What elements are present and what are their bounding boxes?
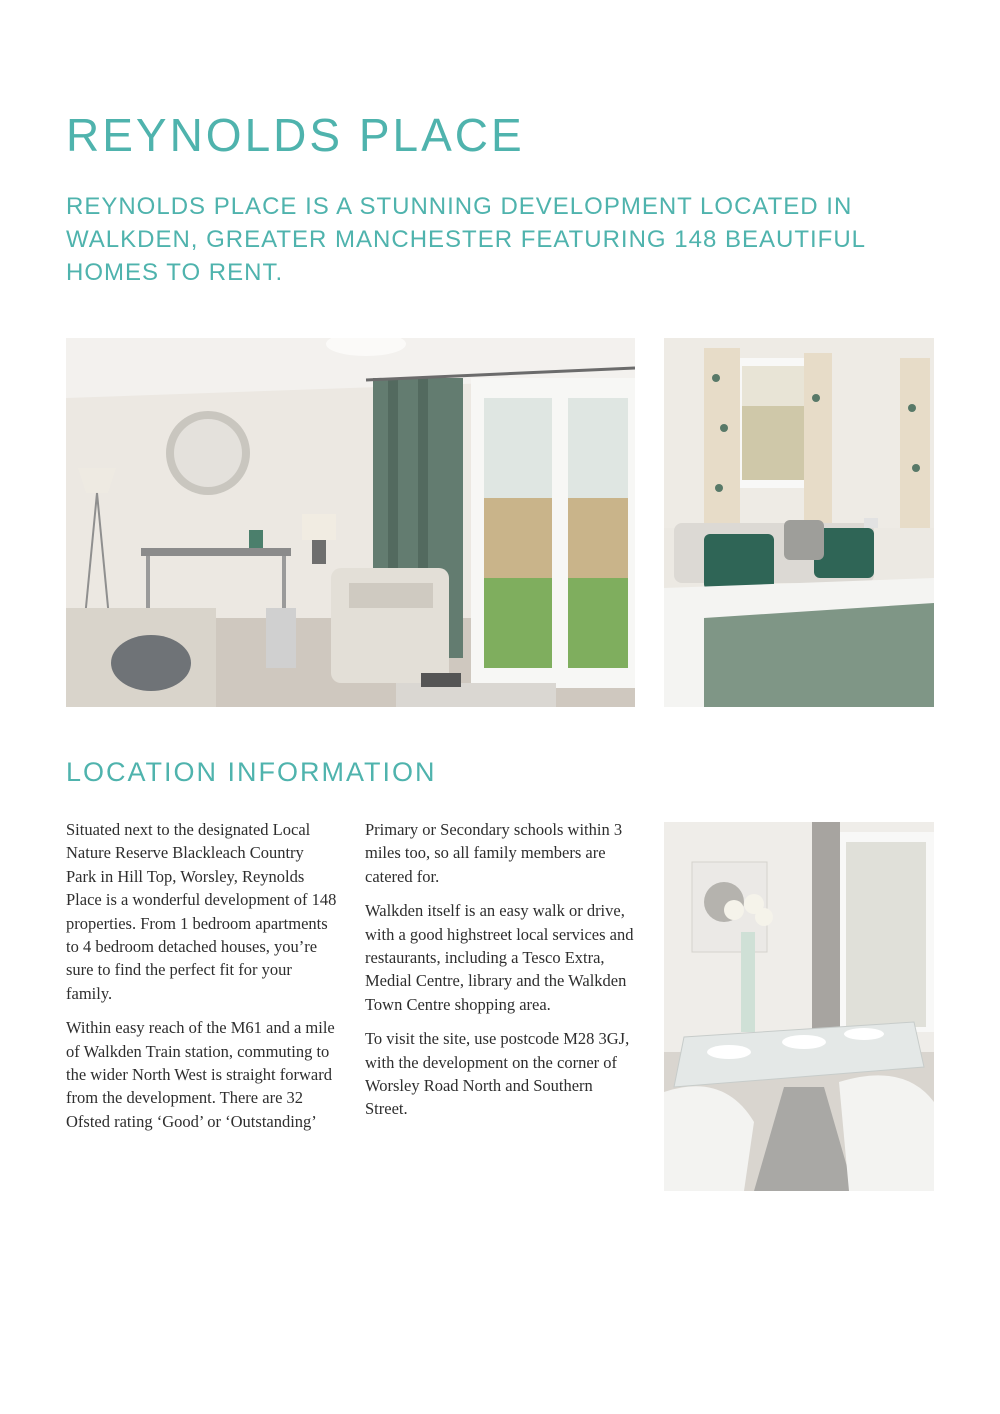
paragraph: Primary or Secondary schools within 3 miles too, so all family members are catered for. (365, 820, 623, 886)
intro-heading: REYNOLDS PLACE IS A STUNNING DEVELOPMENT LOCATED IN WALKDEN, GREATER MANCHESTER FEATURING 148 BEAUTIFUL HOMES TO RENT. (66, 193, 866, 286)
text-column-right (365, 818, 637, 1132)
text-column-left (66, 818, 338, 1144)
paragraph: Within easy reach of the M61 and a mile of Walkden Train station, commuting to the wider North West is straight forward from the development. There are 32 Ofsted rating ‘Good’ or ‘Outstanding’ (66, 1018, 335, 1131)
living-room-photo (66, 338, 635, 707)
bedroom-photo (664, 338, 934, 707)
dining-room-photo (664, 822, 934, 1191)
paragraph: To visit the site, use postcode M28 3GJ, with the development on the corner of Worsley Road North and Southern Street. (365, 1029, 630, 1119)
section-heading-location: LOCATION INFORMATION (66, 757, 437, 787)
paragraph: Walkden itself is an easy walk or drive, with a good highstreet local services and restaurants, including a Tesco Extra, Medial Centre, library and the Walkden Town Centre shopping area. (365, 901, 634, 1014)
page-title: REYNOLDS PLACE (66, 109, 525, 161)
paragraph: Situated next to the designated Local Nature Reserve Blackleach Country Park in Hill Top, Worsley, Reynolds Place is a wonderful development of 148 properties. From 1 bedroom apartments to 4 bedroom detached houses, you’re sure to find the perfect fit for your family. (66, 820, 337, 1003)
